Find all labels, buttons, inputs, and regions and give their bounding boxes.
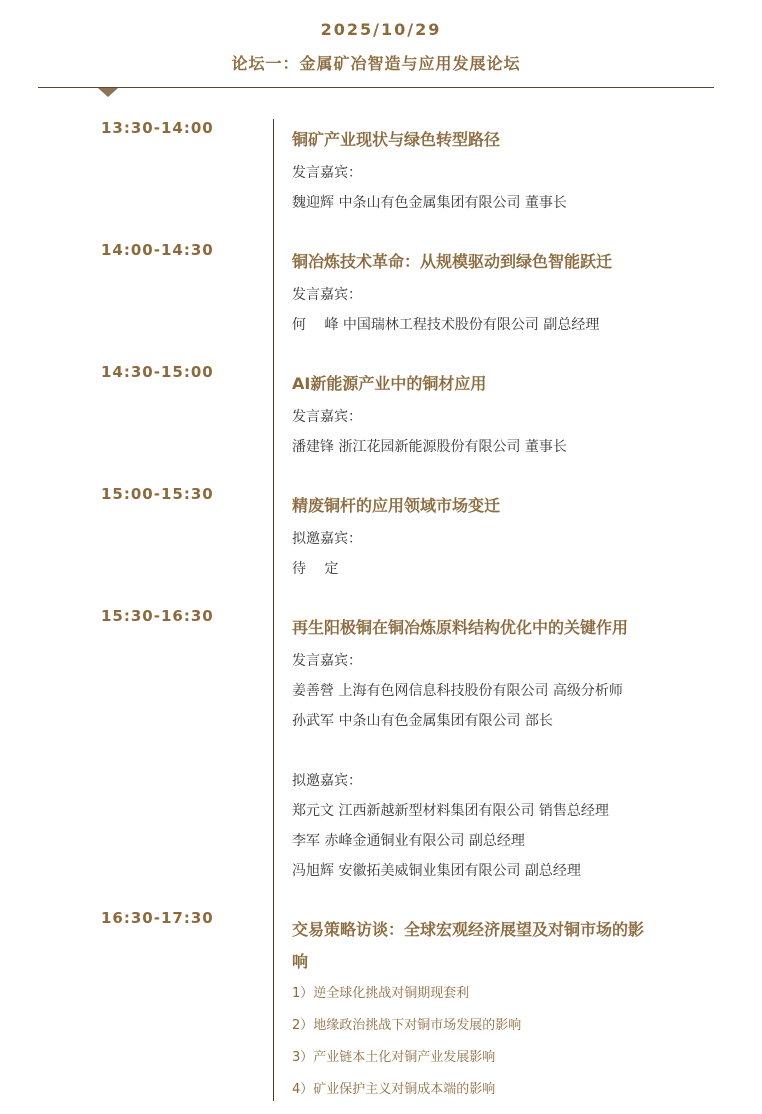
session-time: 15:00-15:30 — [101, 485, 214, 503]
invited-line: 冯旭辉 安徽拓美威铜业集团有限公司 副总经理 — [292, 863, 581, 879]
session-title: 铜矿产业现状与绿色转型路径 — [292, 130, 501, 149]
session-content — [292, 612, 702, 886]
speaker-line: 待 定 — [292, 561, 339, 577]
session-content — [292, 368, 702, 462]
session-content — [292, 246, 702, 340]
speaker-line: 魏迎辉 中条山有色金属集团有限公司 董事长 — [292, 195, 567, 211]
speaker-line: 姜善營 上海有色网信息科技股份有限公司 高级分析师 — [292, 683, 623, 699]
speaker-line: 孙武军 中条山有色金属集团有限公司 部长 — [292, 713, 553, 729]
invited-line: 李军 赤峰金通铜业有限公司 副总经理 — [292, 833, 525, 849]
date-heading: 2025/10/29 — [320, 20, 442, 39]
forum-title: 论坛一：金属矿冶智造与应用发展论坛 — [231, 54, 521, 73]
session-title: 铜冶炼技术革命：从规模驱动到绿色智能跃迁 — [292, 252, 613, 271]
speaker-label: 发言嘉宾： — [292, 409, 362, 425]
session-time: 15:30-16:30 — [101, 607, 214, 625]
session-time: 14:00-14:30 — [101, 241, 214, 259]
header-arrow-icon — [98, 88, 118, 97]
session-time: 16:30-17:30 — [101, 909, 214, 927]
spacer — [292, 736, 702, 766]
session-content — [292, 124, 702, 218]
session-time: 14:30-15:00 — [101, 363, 214, 381]
topic-item: 1）逆全球化挑战对铜期现套利 — [292, 986, 470, 1001]
session-time: 13:30-14:00 — [101, 119, 214, 137]
invited-line: 郑元文 江西新越新型材料集团有限公司 销售总经理 — [292, 803, 609, 819]
speaker-line: 何 峰 中国瑞林工程技术股份有限公司 副总经理 — [292, 317, 600, 333]
session-title: 精废铜杆的应用领域市场变迁 — [292, 496, 501, 515]
invited-label: 拟邀嘉宾： — [292, 773, 362, 789]
session-title: 交易策略访谈：全球宏观经济展望及对铜市场的影 — [292, 920, 645, 939]
topic-item: 4）矿业保护主义对铜成本端的影响 — [292, 1082, 496, 1097]
speaker-label: 拟邀嘉宾： — [292, 531, 362, 547]
speaker-label: 发言嘉宾： — [292, 287, 362, 303]
topic-item: 3）产业链本土化对铜产业发展影响 — [292, 1050, 496, 1065]
session-title-continued: 响 — [292, 952, 309, 971]
timeline-line — [273, 119, 274, 1101]
speaker-label: 发言嘉宾： — [292, 653, 362, 669]
session-title: 再生阳极铜在铜冶炼原料结构优化中的关键作用 — [292, 618, 629, 637]
speaker-line: 潘建锋 浙江花园新能源股份有限公司 董事长 — [292, 439, 567, 455]
session-content — [292, 914, 702, 1106]
topic-item: 2）地缘政治挑战下对铜市场发展的影响 — [292, 1018, 522, 1033]
header-divider — [38, 87, 714, 88]
speaker-label: 发言嘉宾： — [292, 165, 362, 181]
session-title: AI新能源产业中的铜材应用 — [292, 374, 487, 393]
session-content — [292, 490, 702, 584]
